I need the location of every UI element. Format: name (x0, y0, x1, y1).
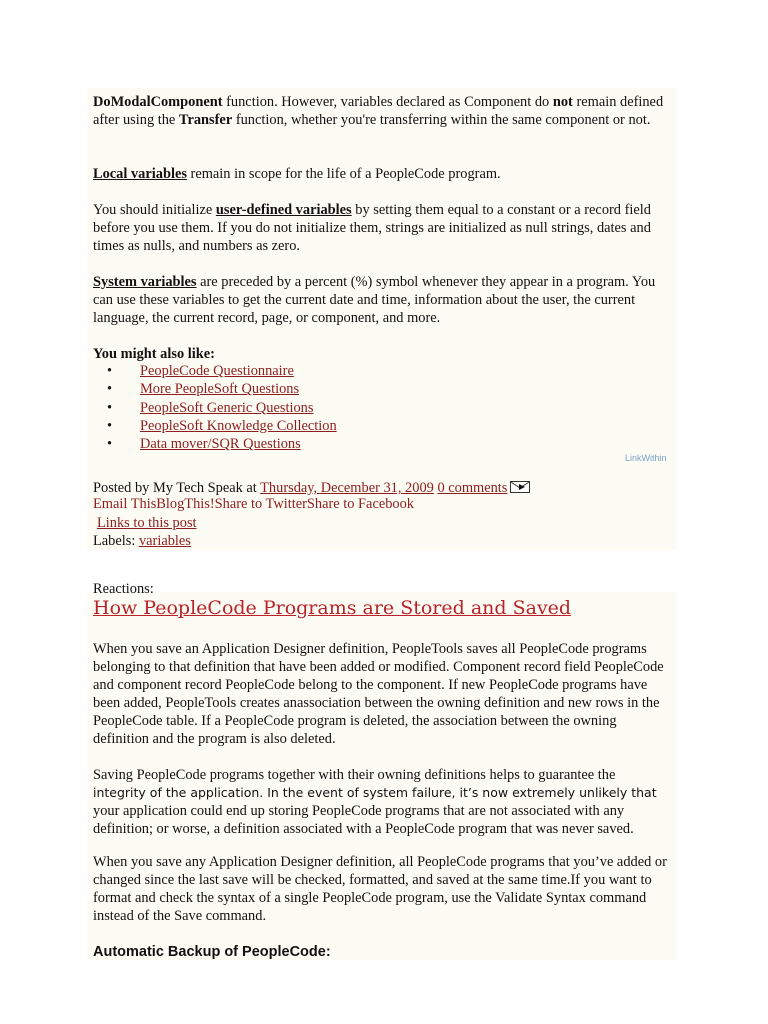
bullet-icon: • (107, 436, 113, 453)
term-local-variables: Local variables (93, 166, 187, 182)
also-like-heading: You might also like: (93, 346, 215, 362)
userdef-text-1: You should initialize (93, 202, 216, 218)
post-title[interactable]: How PeopleCode Programs are Stored and Saved (93, 597, 572, 619)
related-link-peoplesoft-generic-questions[interactable]: PeopleSoft Generic Questions (140, 399, 314, 416)
section-heading-automatic-backup: Automatic Backup of PeopleCode: (93, 944, 331, 960)
local-variables-text: remain in scope for the life of a PeopleCode program. (186, 166, 501, 182)
related-link-more-peoplesoft-questions[interactable]: More PeopleSoft Questions (140, 381, 300, 398)
linkwithin-badge[interactable]: LinkWithin (625, 453, 667, 463)
post-labels (93, 532, 671, 550)
labels-prefix: Labels: (93, 533, 139, 549)
user-defined-variables-paragraph (93, 201, 671, 255)
local-variables-paragraph (93, 165, 671, 183)
bullet-icon: • (107, 417, 113, 434)
term-transfer: Transfer (178, 112, 233, 128)
post-date-link[interactable]: Thursday, December 31, 2009 (260, 480, 434, 496)
intro-text-1: function. However, variables declared as Component do (222, 94, 553, 110)
userdef-text-2: by setting them equal to a constant or a record field before you use them. If you do not initialize them, strings are initialized as null strings, dates and times as nulls, and numbers as zero. (93, 202, 651, 254)
links-to-post (97, 514, 675, 532)
term-system-variables: System variables (93, 274, 197, 290)
related-link-data-mover-sqr-questions[interactable]: Data mover/SQR Questions (140, 436, 301, 453)
body-paragraph-3: When you save any Application Designer definition, all PeopleCode programs that you’ve added or changed since the last save will be checked, formatted, and saved at the same time.If you want to format and check the syntax of a single PeopleCode program, use the Validate Syntax command instead of the Save command. (93, 854, 667, 924)
byline-prefix: Posted by My Tech Speak at (93, 480, 261, 496)
related-posts-list (93, 362, 671, 453)
list-item (93, 380, 671, 398)
system-variables-paragraph (93, 273, 671, 327)
intro-text-3: function, whether you're transferring within the same component or not. (232, 112, 651, 128)
term-user-defined-variables: user-defined variables (215, 202, 352, 218)
body-paragraph-2-part-c: your application could end up storing PeopleCode programs that are not associated with any definition; or worse, a definition associated with a PeopleCode program that was never saved. (93, 803, 634, 837)
label-link-variables[interactable]: variables (138, 533, 191, 549)
list-item (93, 362, 671, 380)
list-item (93, 435, 671, 453)
reactions-label: Reactions: (93, 581, 154, 597)
related-link-peoplesoft-knowledge-collection[interactable]: PeopleSoft Knowledge Collection (140, 417, 337, 434)
list-item (93, 399, 671, 417)
term-not: not (552, 94, 573, 110)
email-post-icon[interactable] (510, 480, 530, 492)
list-item (93, 417, 671, 435)
links-to-this-post-link[interactable]: Links to this post (97, 515, 197, 531)
system-variables-text: are preceded by a percent (%) symbol whenever they appear in a program. You can use these variables to get the current date and time, information about the user, the current language, the current record, page, or component, and more. (93, 274, 656, 326)
comments-link[interactable]: 0 comments (437, 480, 508, 496)
intro-text-2: remain defined after using the (93, 94, 664, 128)
bullet-icon: • (107, 381, 113, 398)
body-paragraph-2 (93, 766, 671, 838)
body-paragraph-1: When you save an Application Designer definition, PeopleTools saves all PeopleCode programs belonging to that definition that have been added or modified. Component record field PeopleCode and component record PeopleCode belong to the component. If new PeopleCode programs have been added, PeopleTools creates anassociation between the owning definition and new rows in the PeopleCode table. If a PeopleCode program is deleted, the association between the owning definition and the program is also deleted. (93, 641, 664, 747)
related-link-peoplecode-questionnaire[interactable]: PeopleCode Questionnaire (140, 363, 294, 379)
term-domodalcomponent: DoModalComponent (93, 94, 223, 110)
share-links[interactable]: Email ThisBlogThis!Share to TwitterShare to Facebook (93, 496, 414, 512)
body-paragraph-2-part-b: integrity of the application. In the event of system failure, it’s now extremely unlikely that (93, 785, 657, 800)
body-paragraph-2-part-a: Saving PeopleCode programs together with their owning definitions helps to guarantee the (93, 767, 616, 783)
bullet-icon: • (107, 399, 113, 416)
intro-paragraph (93, 93, 671, 129)
bullet-icon: • (107, 363, 113, 379)
